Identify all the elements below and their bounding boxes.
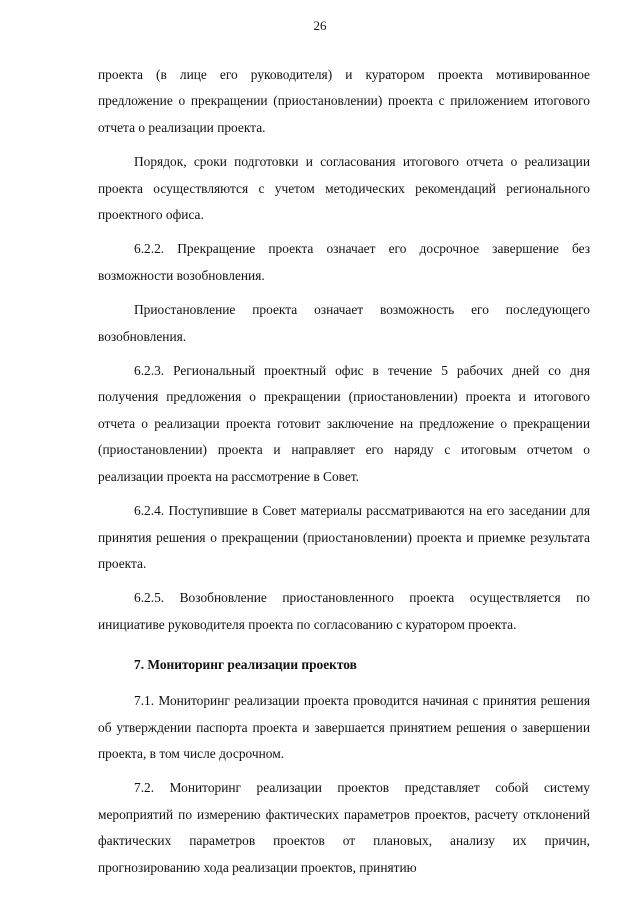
paragraph-6-2-3: 6.2.3. Региональный проектный офис в течение 5 рабочих дней со дня получения предложения о прекращении (приостановлении) проекта и итогового отчета о реализации проекта готовит заключение на предложение о прекращении (приостановлении) проекта и направляет его наряду с итоговым отчетом о реализации проекта на рассмотрение в Совет. [98,363,590,484]
paragraph-suspension: Приостановление проекта означает возможность его последующего возобновления. [98,302,590,344]
document-body [98,62,590,881]
paragraph-7-2: 7.2. Мониторинг реализации проектов представляет собой систему мероприятий по измерению фактических параметров проектов, расчету отклонений фактических параметров проектов от плановых, анализу их причин, прогнозированию хода реализации проектов, принятию [98,780,590,875]
paragraph-procedure: Порядок, сроки подготовки и согласования итогового отчета о реализации проекта осуществляются с учетом методических рекомендаций регионального проектного офиса. [98,154,590,223]
section-heading: 7. Мониторинг реализации проектов [134,657,357,673]
paragraph-6-2-2: 6.2.2. Прекращение проекта означает его досрочное завершение без возможности возобновления. [98,241,590,283]
paragraph-7-1: 7.1. Мониторинг реализации проекта проводится начиная с принятия решения об утверждении паспорта проекта и завершается принятием решения о завершении проекта, в том числе досрочном. [98,693,590,761]
paragraph-6-2-5: 6.2.5. Возобновление приостановленного проекта осуществляется по инициативе руководителя проекта по согласованию с куратором проекта. [98,590,590,632]
paragraph-continuation: проекта (в лице его руководителя) и куратором проекта мотивированное предложение о прекращении (приостановлении) проекта с приложением итогового отчета о реализации проекта. [98,67,590,135]
page-number: 26 [313,18,327,33]
paragraph-6-2-4: 6.2.4. Поступившие в Совет материалы рассматриваются на его заседании для принятия решения о прекращении (приостановлении) проекта и приемке результата проекта. [98,503,590,571]
